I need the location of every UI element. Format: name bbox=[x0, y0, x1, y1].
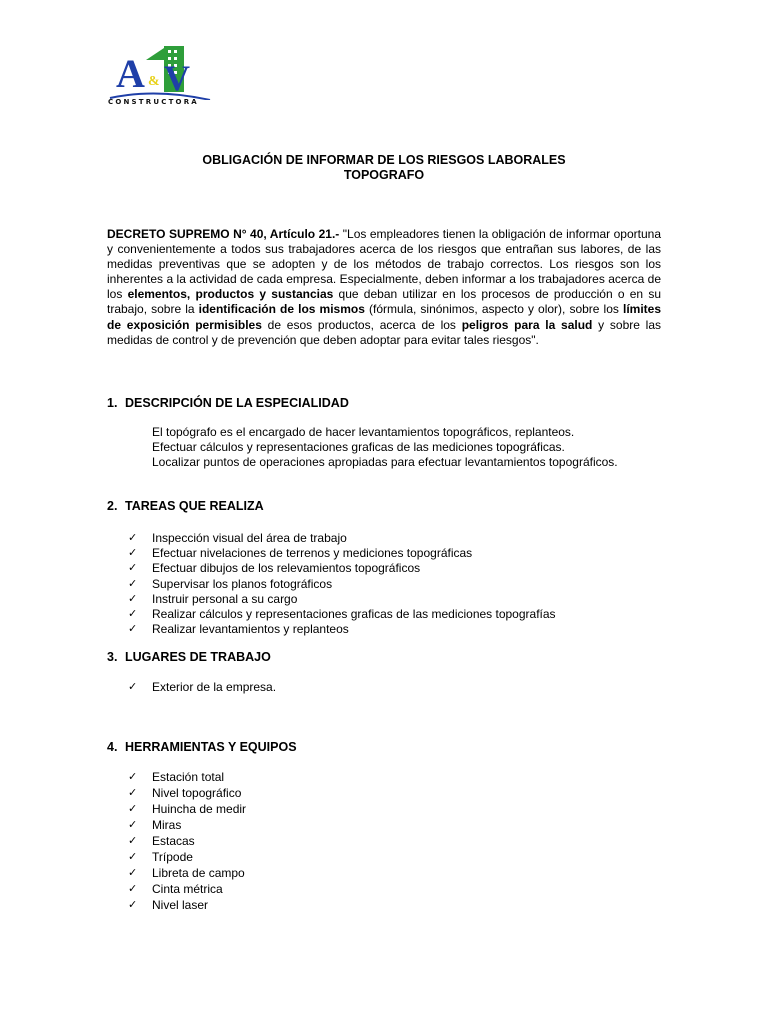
checkmark-icon: ✓ bbox=[128, 681, 138, 693]
section-number: 4. bbox=[107, 740, 118, 754]
decree-bold-4: peligros para la salud bbox=[461, 317, 593, 332]
list-item: ✓ Supervisar los planos fotográficos bbox=[128, 576, 333, 591]
checkmark-icon: ✓ bbox=[128, 623, 138, 636]
checkmark-icon: ✓ bbox=[128, 883, 138, 895]
description-line: El topógrafo es el encargado de hacer levantamientos topográficos, replanteos. bbox=[152, 425, 575, 439]
section-title: LUGARES DE TRABAJO bbox=[125, 650, 271, 664]
checkmark-icon: ✓ bbox=[128, 592, 138, 605]
logo-caption: CONSTRUCTORA bbox=[108, 98, 199, 106]
decree-text-5: y sobre las medidas de control y de prevención que deben adoptar para evitar tales riesgos". bbox=[107, 317, 662, 347]
description-line: Efectuar cálculos y representaciones graficas de las mediciones topográficas. bbox=[152, 440, 565, 455]
checkmark-icon: ✓ bbox=[128, 819, 138, 831]
tasks-list bbox=[128, 531, 556, 637]
decree-lead: DECRETO SUPREMO N° 40, Artículo 21.- bbox=[107, 227, 340, 241]
checkmark-icon: ✓ bbox=[128, 835, 138, 847]
decree-bold-2: identificación de los mismos bbox=[198, 302, 365, 317]
list-item: ✓ Efectuar nivelaciones de terrenos y mediciones topográficas bbox=[128, 546, 473, 561]
checkmark-icon: ✓ bbox=[128, 562, 138, 575]
checkmark-icon: ✓ bbox=[128, 787, 138, 799]
document-title: OBLIGACIÓN DE INFORMAR DE LOS RIESGOS LABORALES bbox=[202, 153, 566, 167]
decree-bold-3: límites de exposición permisibles bbox=[107, 302, 661, 332]
section-number: 1. bbox=[107, 396, 118, 410]
list-item: ✓ Cinta métrica bbox=[128, 882, 223, 896]
section-heading-lugares bbox=[107, 650, 271, 664]
list-item: ✓ Realizar levantamientos y replanteos bbox=[128, 622, 349, 637]
checkmark-icon: ✓ bbox=[128, 771, 138, 783]
section-title: DESCRIPCIÓN DE LA ESPECIALIDAD bbox=[125, 396, 349, 410]
section-number: 2. bbox=[107, 499, 118, 513]
checkmark-icon: ✓ bbox=[128, 607, 138, 620]
list-item: ✓ Inspección visual del área de trabajo bbox=[128, 531, 347, 545]
checkmark-icon: ✓ bbox=[128, 851, 138, 863]
list-item: ✓ Libreta de campo bbox=[128, 866, 245, 880]
list-item: ✓ Exterior de la empresa. bbox=[128, 680, 277, 694]
section-descripcion-body bbox=[152, 425, 618, 471]
checkmark-icon: ✓ bbox=[128, 577, 138, 590]
logo-letter-v: V bbox=[164, 58, 190, 98]
decree-text-3: (fórmula, sinónimos, aspecto y olor), sobre los bbox=[364, 302, 623, 317]
company-logo bbox=[106, 44, 212, 110]
list-item: ✓ Instruir personal a su cargo bbox=[128, 591, 298, 606]
list-item: ✓ Estacas bbox=[128, 834, 195, 848]
tools-list bbox=[128, 769, 246, 913]
description-line: Localizar puntos de operaciones apropiadas para efectuar levantamientos topográficos. bbox=[152, 455, 618, 470]
section-heading-tareas bbox=[107, 499, 264, 513]
section-title: TAREAS QUE REALIZA bbox=[125, 499, 264, 513]
decree-text-4: de esos productos, acerca de los bbox=[261, 317, 462, 332]
decree-text-2: que deban utilizar en los procesos de producción o en su trabajo, sobre la bbox=[107, 287, 662, 317]
section-title: HERRAMIENTAS Y EQUIPOS bbox=[125, 740, 297, 754]
workplaces-list bbox=[128, 680, 276, 695]
list-item: ✓ Estación total bbox=[128, 770, 225, 784]
section-heading-herramientas bbox=[107, 740, 297, 754]
logo-letter-a: A bbox=[116, 51, 145, 96]
list-item: ✓ Trípode bbox=[128, 850, 193, 864]
list-item: ✓ Realizar cálculos y representaciones graficas de las mediciones topografías bbox=[128, 606, 556, 621]
checkmark-icon: ✓ bbox=[128, 803, 138, 815]
checkmark-icon: ✓ bbox=[128, 532, 138, 544]
document-subtitle: TOPOGRAFO bbox=[343, 168, 425, 182]
logo-ampersand: & bbox=[148, 74, 160, 89]
section-number: 3. bbox=[107, 650, 118, 664]
list-item: ✓ Efectuar dibujos de los relevamientos topográficos bbox=[128, 561, 421, 576]
decree-paragraph bbox=[107, 227, 661, 348]
decree-text-1: "Los empleadores tienen la obligación de informar oportuna y convenientemente a todos sus trabajadores acerca de los riesgos que entrañan sus labores, de las medidas preventivas que se adopten y de los métodos de trabajo correctos. Los riesgos son los inherentes a la actividad de cada empresa. Especialmente, deben informar a los trabajadores acerca de los bbox=[107, 227, 661, 302]
checkmark-icon: ✓ bbox=[128, 867, 138, 879]
list-item: ✓ Nivel laser bbox=[128, 898, 209, 912]
section-heading-descripcion bbox=[107, 396, 349, 410]
checkmark-icon: ✓ bbox=[128, 899, 138, 911]
list-item: ✓ Huincha de medir bbox=[128, 802, 247, 816]
checkmark-icon: ✓ bbox=[128, 547, 138, 560]
decree-bold-1: elementos, productos y sustancias bbox=[127, 287, 334, 302]
list-item: ✓ Nivel topográfico bbox=[128, 786, 242, 800]
list-item: ✓ Miras bbox=[128, 818, 182, 832]
